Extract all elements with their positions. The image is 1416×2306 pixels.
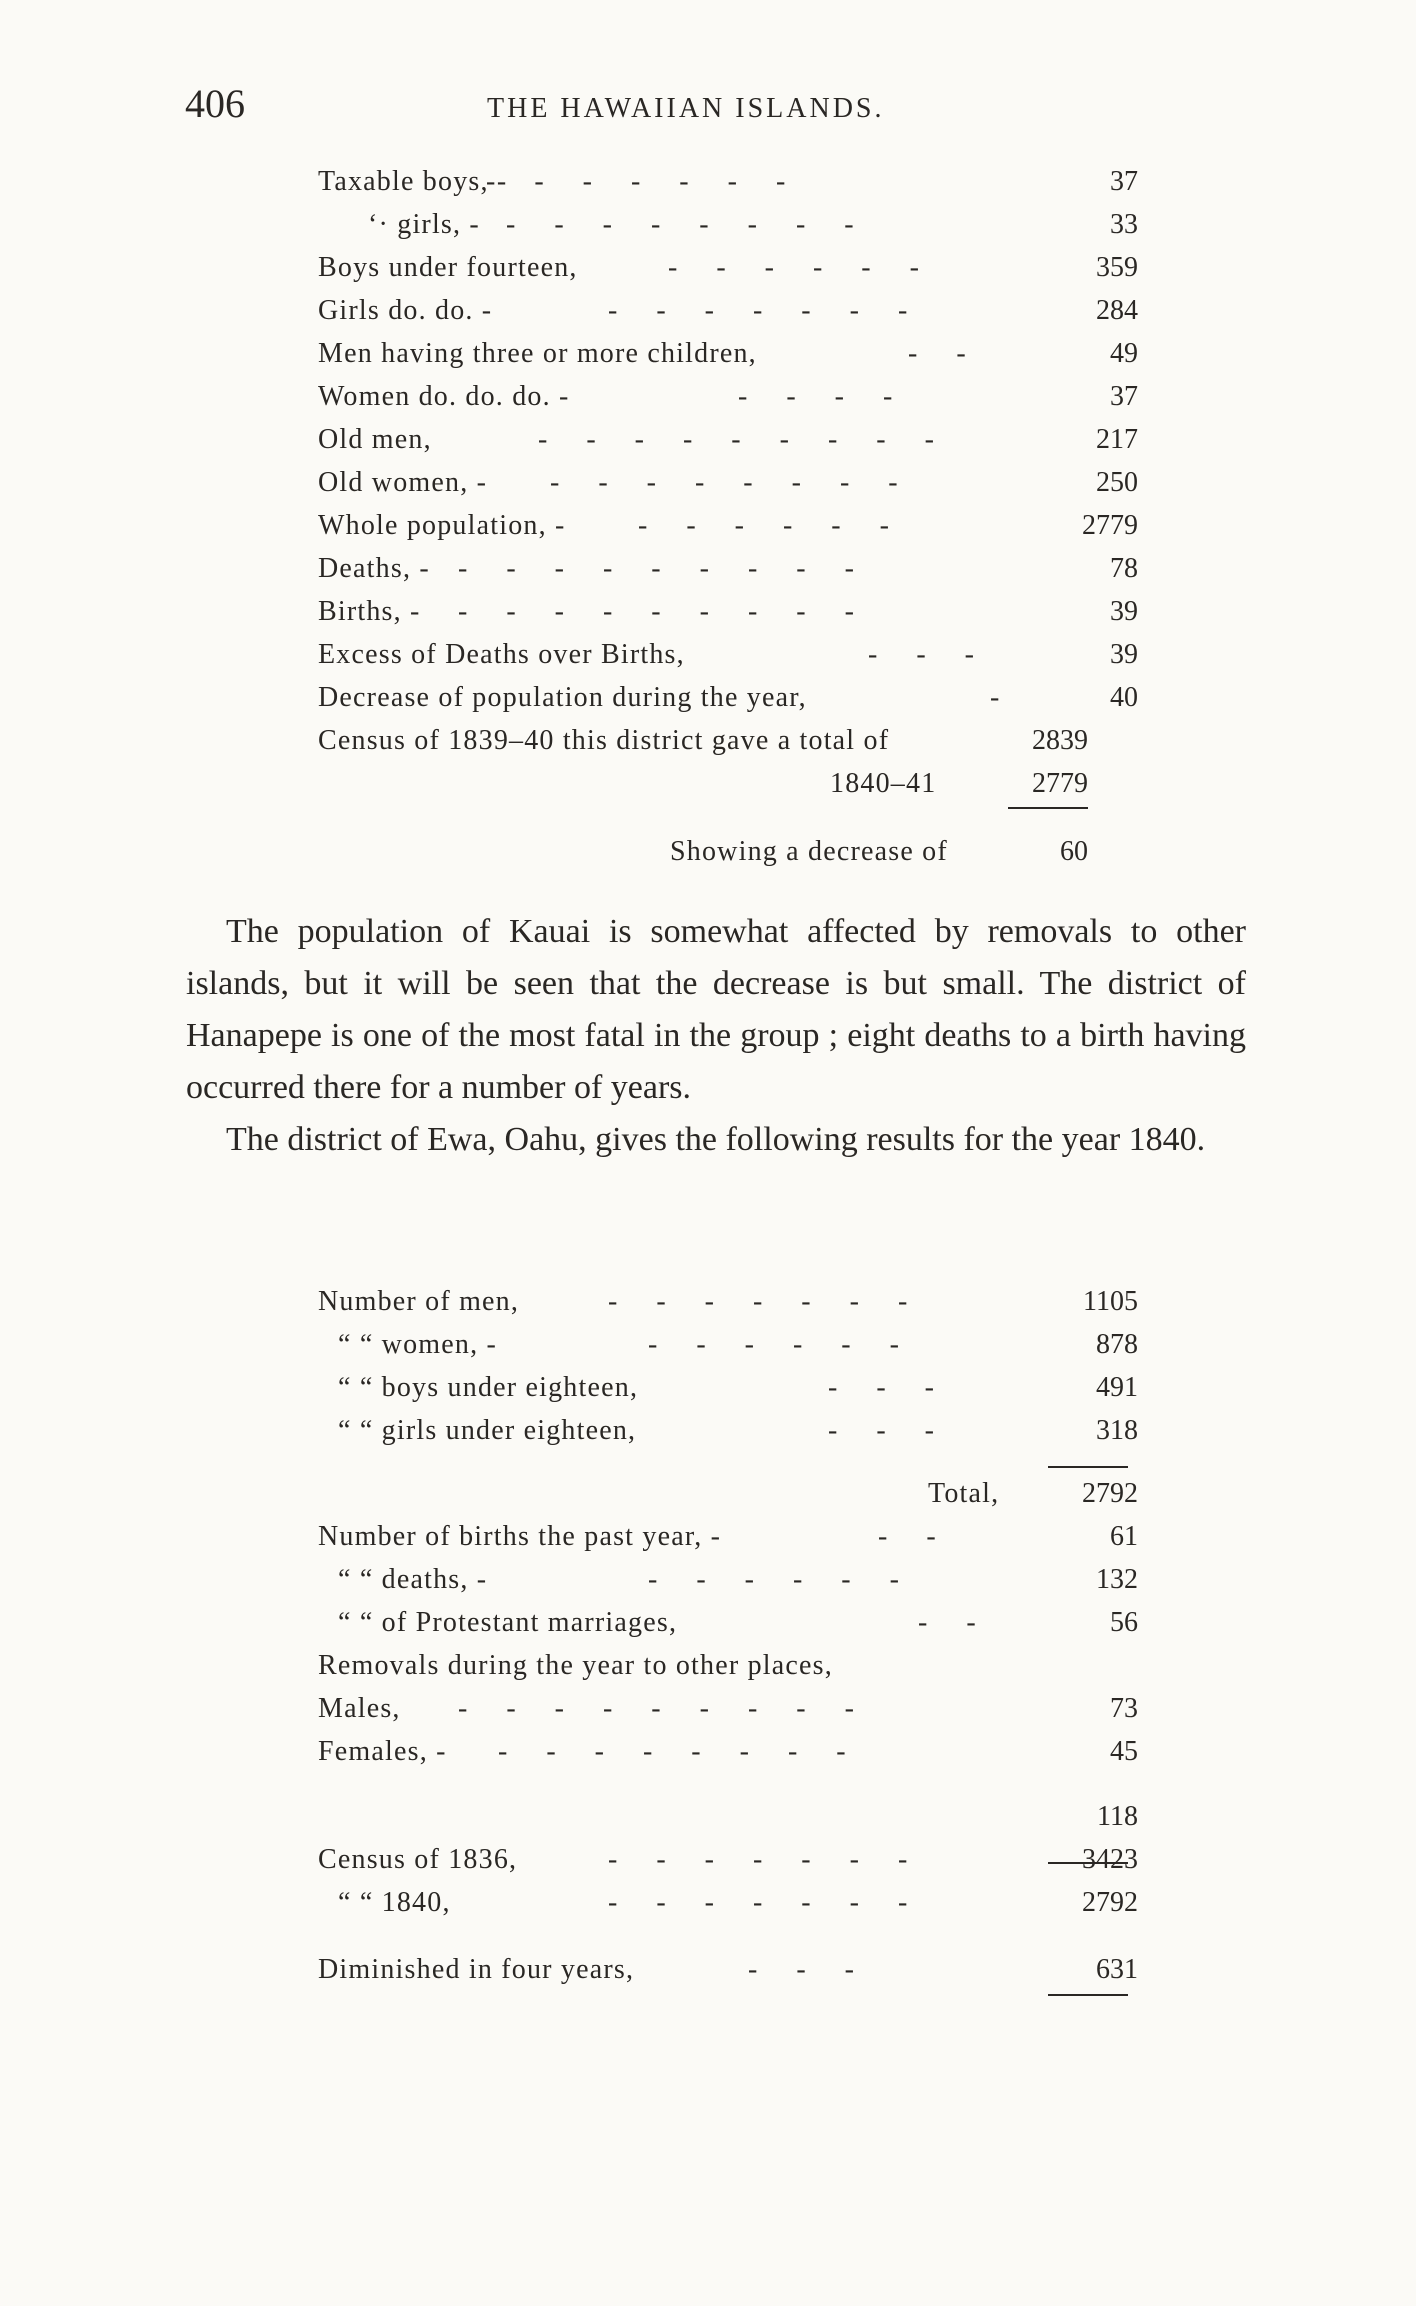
leader-dots: - - - - - - xyxy=(648,1329,915,1360)
row-label: 1840–41 xyxy=(830,768,937,799)
leader-dots: - xyxy=(990,682,1016,713)
row-value: 250 xyxy=(1096,467,1138,498)
row-value: 491 xyxy=(1096,1372,1138,1403)
row-label: Diminished in four years, xyxy=(318,1954,635,1985)
row-label: Decrease of population during the year, xyxy=(318,682,807,713)
row-value: 49 xyxy=(1110,338,1138,369)
table-row xyxy=(318,289,1138,332)
table-row xyxy=(318,1280,1138,1323)
table-row xyxy=(318,1881,1138,1924)
row-value: 2839 xyxy=(1032,725,1088,756)
row-value: 39 xyxy=(1110,596,1138,627)
table-row xyxy=(318,1409,1138,1452)
row-value: 132 xyxy=(1096,1564,1138,1595)
table-row xyxy=(318,1601,1138,1644)
row-label: Old men, xyxy=(318,424,432,455)
table-row xyxy=(318,676,1138,719)
leader-dots: - - - - - - - - xyxy=(498,1736,862,1767)
leader-dots: - - - xyxy=(748,1954,870,1985)
row-value: 61 xyxy=(1110,1521,1138,1552)
row-label: Females, - xyxy=(318,1736,447,1767)
row-label: Total, xyxy=(928,1478,1000,1509)
row-value: 39 xyxy=(1110,639,1138,670)
row-label: Whole population, - xyxy=(318,510,566,541)
row-value: 56 xyxy=(1110,1607,1138,1638)
row-value: 2779 xyxy=(1032,768,1088,799)
row-value: 37 xyxy=(1110,166,1138,197)
row-label: ‘· girls, - xyxy=(368,209,480,240)
row-value: 40 xyxy=(1110,682,1138,713)
table-row xyxy=(318,547,1138,590)
paragraph: The population of Kauai is somewhat affected by removals to other islands, but it will be seen that the decrease is but small. The district of Hanapepe is one of the most fatal in the group ; eight deaths to a birth having occurred there for a number of years. xyxy=(186,913,1246,1106)
table-row xyxy=(318,1644,1118,1687)
table-row xyxy=(318,719,1118,762)
leader-dots: - - - - - - - xyxy=(608,1887,924,1918)
row-label: Boys under fourteen, xyxy=(318,252,578,283)
table-row xyxy=(318,1948,1138,1991)
table-row xyxy=(318,1558,1138,1601)
table-row xyxy=(318,461,1138,504)
row-label: Women do. do. do. - xyxy=(318,381,570,412)
sum-rule xyxy=(1008,807,1088,809)
row-value: 60 xyxy=(1060,836,1088,867)
row-label: Deaths, - xyxy=(318,553,430,584)
body-text xyxy=(186,906,1246,1166)
row-value: 78 xyxy=(1110,553,1138,584)
leader-dots: - - - - - - - - - xyxy=(458,1693,870,1724)
row-label: Showing a decrease of xyxy=(670,836,948,867)
row-label: “ “ women, - xyxy=(338,1329,498,1360)
row-label: “ “ 1840, xyxy=(338,1887,451,1918)
table-row xyxy=(318,633,1138,676)
leader-dots: - - - - - - xyxy=(668,252,935,283)
sum-rule xyxy=(1048,1466,1128,1468)
leader-dots: - - - - - - - xyxy=(486,166,802,197)
leader-dots: - - - xyxy=(828,1372,950,1403)
leader-dots: - - - - - - - - - xyxy=(458,596,870,627)
leader-dots: - - - - - - xyxy=(648,1564,915,1595)
row-label: “ “ boys under eighteen, xyxy=(338,1372,639,1403)
leader-dots: - - xyxy=(918,1607,992,1638)
row-value: 1105 xyxy=(1083,1286,1138,1317)
table-row xyxy=(318,1687,1138,1730)
leader-dots: - - xyxy=(908,338,982,369)
table-row xyxy=(318,504,1138,547)
leader-dots: - - - - - - - xyxy=(608,1286,924,1317)
row-label: Old women, - xyxy=(318,467,488,498)
row-label: Census of 1839–40 this district gave a total of xyxy=(318,725,890,756)
table-row xyxy=(318,762,1118,805)
row-label: Removals during the year to other places, xyxy=(318,1650,833,1681)
table-row xyxy=(318,418,1138,461)
table-row xyxy=(318,1472,1138,1515)
table-row xyxy=(318,203,1138,246)
row-value: 37 xyxy=(1110,381,1138,412)
row-label: “ “ of Protestant marriages, xyxy=(338,1607,678,1638)
row-value: 318 xyxy=(1096,1415,1138,1446)
table-row xyxy=(318,830,1118,873)
row-value: 2792 xyxy=(1082,1478,1138,1509)
leader-dots: - - - - - - - - - xyxy=(538,424,950,455)
table-row xyxy=(318,1515,1138,1558)
sum-rule xyxy=(1048,1994,1128,1996)
table-row xyxy=(318,1366,1138,1409)
leader-dots: - - - - - - - - xyxy=(550,467,914,498)
table-row xyxy=(318,1323,1138,1366)
leader-dots: - - xyxy=(878,1521,952,1552)
row-value: 631 xyxy=(1096,1954,1138,1985)
page-number: 406 xyxy=(185,81,245,126)
row-value: 73 xyxy=(1110,1693,1138,1724)
table-row xyxy=(318,375,1138,418)
table-row xyxy=(318,1795,1138,1838)
row-value: 284 xyxy=(1096,295,1138,326)
row-value: 3423 xyxy=(1082,1844,1138,1875)
row-value: 33 xyxy=(1110,209,1138,240)
row-label: Births, - xyxy=(318,596,421,627)
table-row xyxy=(318,590,1138,633)
leader-dots: - - - - - - - - xyxy=(506,209,870,240)
row-label: Girls do. do. - xyxy=(318,295,493,326)
leader-dots: - - - - - - - xyxy=(608,295,924,326)
leader-dots: - - - - - - - - - xyxy=(458,553,870,584)
row-label: Number of men, xyxy=(318,1286,520,1317)
row-value: 878 xyxy=(1096,1329,1138,1360)
row-label: “ “ deaths, - xyxy=(338,1564,488,1595)
table-row xyxy=(318,246,1138,289)
leader-dots: - - - xyxy=(868,639,990,670)
row-label: “ “ girls under eighteen, xyxy=(338,1415,637,1446)
row-value: 2779 xyxy=(1082,510,1138,541)
table-row xyxy=(318,1838,1138,1881)
table-row xyxy=(318,160,1138,203)
row-label: Census of 1836, xyxy=(318,1844,518,1875)
table-row xyxy=(318,1730,1138,1773)
leader-dots: - - - - xyxy=(738,381,909,412)
row-value: 217 xyxy=(1096,424,1138,455)
row-label: Men having three or more children, xyxy=(318,338,757,369)
statistics-table-kauai xyxy=(318,160,1138,867)
running-head: THE HAWAIIAN ISLANDS. xyxy=(487,93,885,124)
row-value: 118 xyxy=(1097,1801,1138,1832)
row-label: Number of births the past year, - xyxy=(318,1521,722,1552)
row-label: Males, xyxy=(318,1693,401,1724)
row-label: Taxable boys, - xyxy=(318,166,508,197)
row-label: Excess of Deaths over Births, xyxy=(318,639,685,670)
table-row xyxy=(318,332,1138,375)
row-value: 45 xyxy=(1110,1736,1138,1767)
row-value: 2792 xyxy=(1082,1887,1138,1918)
leader-dots: - - - xyxy=(828,1415,950,1446)
leader-dots: - - - - - - xyxy=(638,510,905,541)
leader-dots: - - - - - - - xyxy=(608,1844,924,1875)
statistics-table-ewa xyxy=(318,1280,1138,1985)
paragraph: The district of Ewa, Oahu, gives the following results for the year 1840. xyxy=(226,1121,1206,1158)
row-value: 359 xyxy=(1096,252,1138,283)
